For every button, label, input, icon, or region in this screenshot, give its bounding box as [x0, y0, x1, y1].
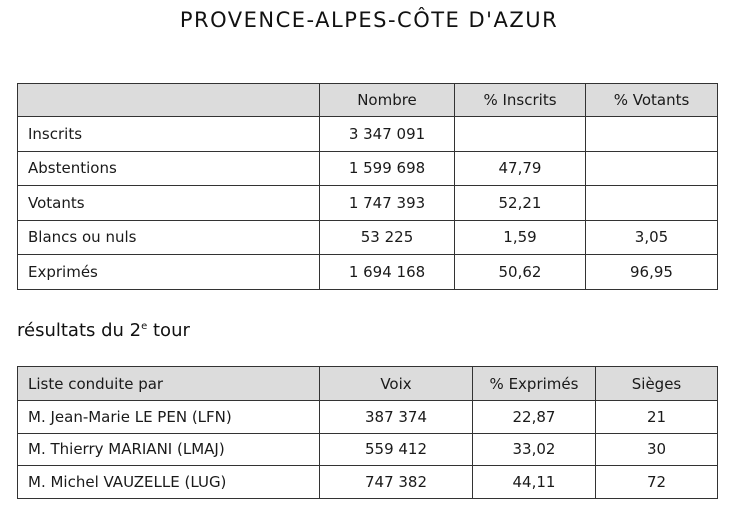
- sieges-cell: 72: [596, 466, 718, 499]
- subtitle-suffix: tour: [147, 320, 190, 341]
- row-label: Abstentions: [18, 151, 320, 186]
- nombre-cell: 1 599 698: [320, 151, 455, 186]
- pct-exprimes-cell: 33,02: [473, 433, 596, 466]
- column-header-voix: Voix: [320, 367, 473, 401]
- table-row: [18, 466, 718, 499]
- participation-table: [17, 83, 718, 290]
- results-table: [17, 366, 718, 499]
- table-row: [18, 255, 718, 290]
- voix-cell: 387 374: [320, 401, 473, 434]
- column-header-pct-inscrits: % Inscrits: [455, 84, 586, 117]
- nombre-cell: 1 747 393: [320, 186, 455, 221]
- page-title: PROVENCE-ALPES-CÔTE D'AZUR: [179, 8, 559, 32]
- row-label: Votants: [18, 186, 320, 221]
- pct-inscrits-cell: 50,62: [455, 255, 586, 290]
- sieges-cell: 30: [596, 433, 718, 466]
- table-row: [18, 220, 718, 255]
- column-header-pct-exprimes: % Exprimés: [473, 367, 596, 401]
- section-subtitle: [17, 320, 190, 341]
- row-label: Blancs ou nuls: [18, 220, 320, 255]
- liste-cell: M. Michel VAUZELLE (LUG): [18, 466, 320, 499]
- pct-inscrits-cell: 52,21: [455, 186, 586, 221]
- table-header-row: [18, 84, 718, 117]
- column-header-liste: Liste conduite par: [18, 367, 320, 401]
- table-row: [18, 433, 718, 466]
- nombre-cell: 3 347 091: [320, 117, 455, 152]
- subtitle-prefix: résultats du 2: [17, 320, 142, 341]
- row-label: Exprimés: [18, 255, 320, 290]
- column-header-nombre: Nombre: [320, 84, 455, 117]
- table-header-row: [18, 367, 718, 401]
- pct-inscrits-cell: 1,59: [455, 220, 586, 255]
- nombre-cell: 53 225: [320, 220, 455, 255]
- nombre-cell: 1 694 168: [320, 255, 455, 290]
- liste-cell: M. Thierry MARIANI (LMAJ): [18, 433, 320, 466]
- pct-votants-cell: [586, 151, 718, 186]
- pct-inscrits-cell: [455, 117, 586, 152]
- column-header-label: [18, 84, 320, 117]
- subtitle-superscript: e: [141, 321, 148, 332]
- pct-votants-cell: [586, 117, 718, 152]
- table-row: [18, 117, 718, 152]
- pct-exprimes-cell: 22,87: [473, 401, 596, 434]
- sieges-cell: 21: [596, 401, 718, 434]
- voix-cell: 559 412: [320, 433, 473, 466]
- pct-exprimes-cell: 44,11: [473, 466, 596, 499]
- liste-cell: M. Jean-Marie LE PEN (LFN): [18, 401, 320, 434]
- pct-votants-cell: 96,95: [586, 255, 718, 290]
- table-row: [18, 151, 718, 186]
- pct-votants-cell: [586, 186, 718, 221]
- voix-cell: 747 382: [320, 466, 473, 499]
- table-row: [18, 186, 718, 221]
- table-row: [18, 401, 718, 434]
- row-label: Inscrits: [18, 117, 320, 152]
- pct-votants-cell: 3,05: [586, 220, 718, 255]
- pct-inscrits-cell: 47,79: [455, 151, 586, 186]
- column-header-pct-votants: % Votants: [586, 84, 718, 117]
- column-header-sieges: Sièges: [596, 367, 718, 401]
